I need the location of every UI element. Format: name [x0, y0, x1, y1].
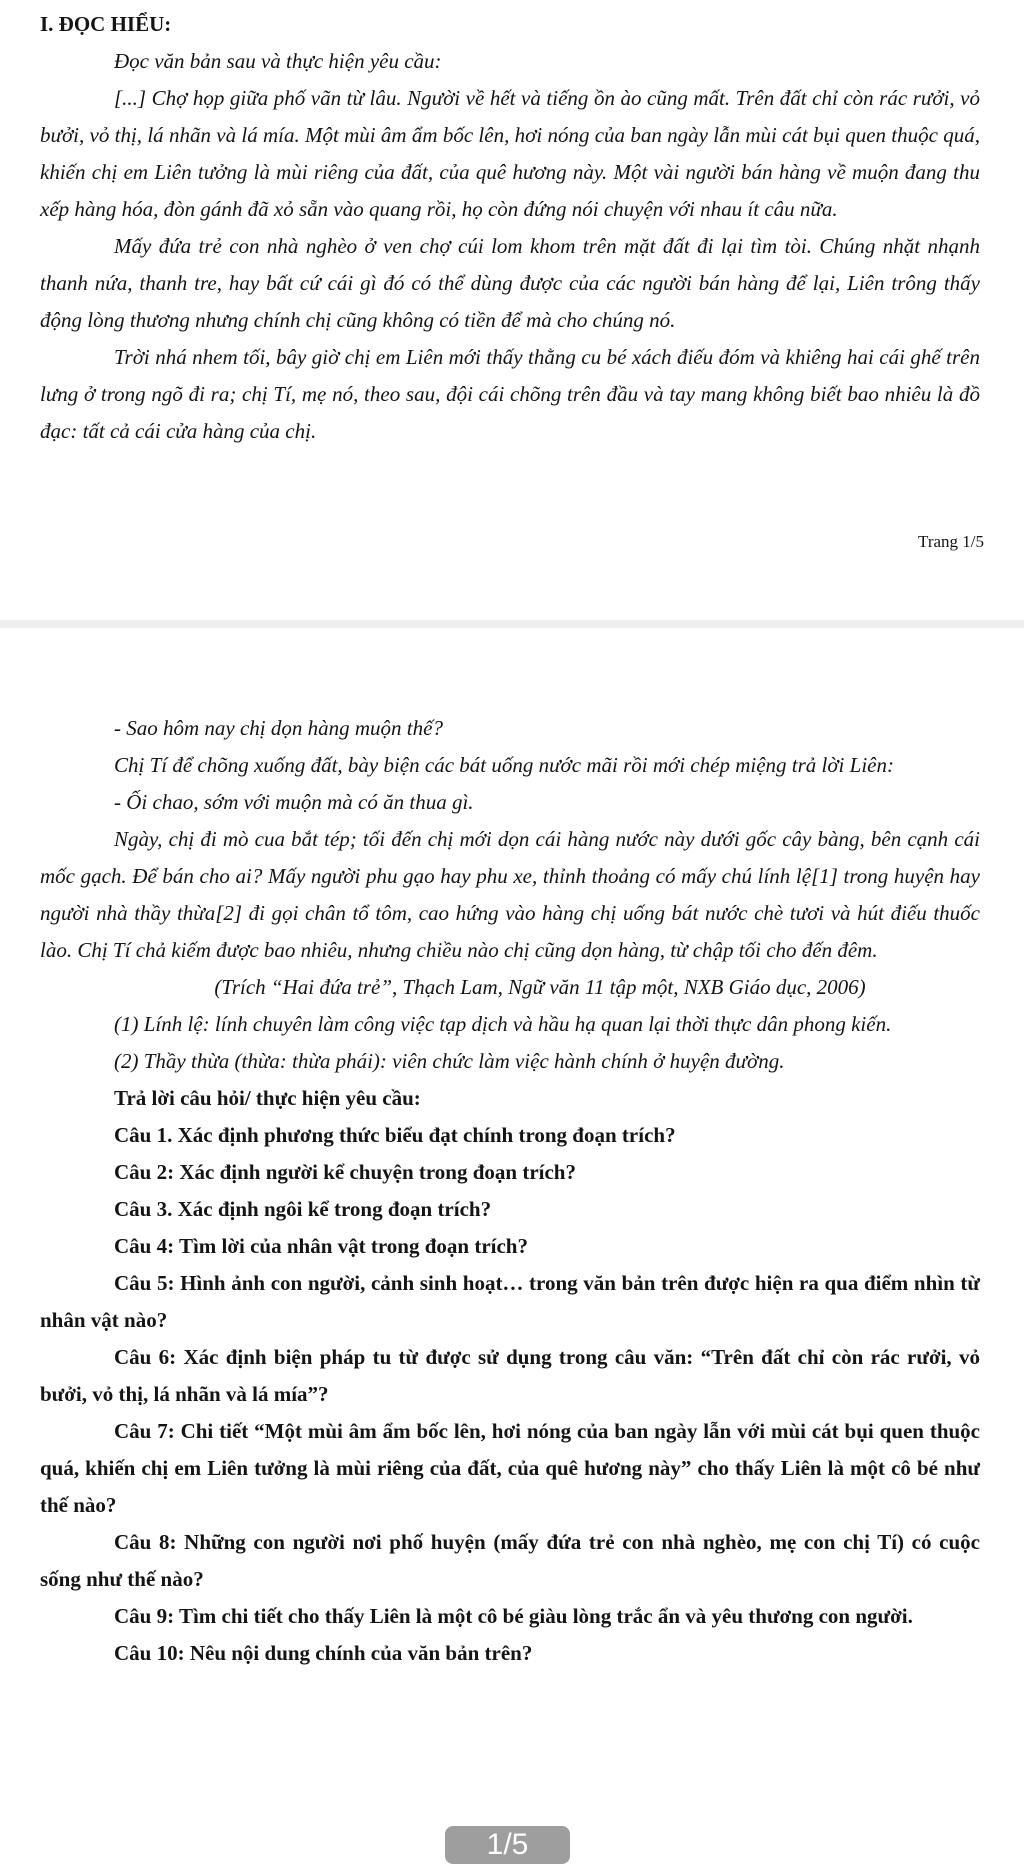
passage-paragraph-2: Mấy đứa trẻ con nhà nghèo ở ven chợ cúi lom khom trên mặt đất đi lại tìm tòi. Chúng nhặt nhạnh thanh nứa, thanh tre, hay bất cứ cái gì đó có thể dùng được của các người bán hàng để lại, Liên trông thấy động lòng thương nhưng chính chị cũng không có tiền để mà cho chúng nó.	[40, 234, 980, 332]
question-2: Câu 2: Xác định người kể chuyện trong đoạn trích?	[114, 1160, 576, 1184]
question-7: Câu 7: Chi tiết “Một mùi âm ẩm bốc lên, hơi nóng của ban ngày lẫn với mùi cát bụi quen thuộc quá, khiến chị em Liên tưởng là mùi riêng của đất, của quê hương này” cho thấy Liên là một cô bé như thế nào?	[40, 1419, 980, 1517]
passage-paragraph-5: Ngày, chị đi mò cua bắt tép; tối đến chị mới dọn cái hàng nước này dưới gốc cây bàng, bên cạnh cái mốc gạch. Để bán cho ai? Mấy người phu gạo hay phu xe, thỉnh thoảng có mấy chú lính lệ[1] trong huyện hay người nhà thầy thừa[2] đi gọi chân tổ tôm, cao hứng vào hàng chị uống bát nước chè tươi và hút điếu thuốc lào. Chị Tí chả kiếm được bao nhiêu, nhưng chiều nào chị cũng dọn hàng, từ chập tối cho đến đêm.	[40, 827, 980, 962]
question-6: Câu 6: Xác định biện pháp tu từ được sử dụng trong câu văn: “Trên đất chỉ còn rác rưởi, vỏ bưởi, vỏ thị, lá nhãn và lá mía”?	[40, 1345, 980, 1406]
reading-instruction: Đọc văn bản sau và thực hiện yêu cầu:	[114, 49, 442, 73]
footnote-1: (1) Lính lệ: lính chuyên làm công việc tạp dịch và hầu hạ quan lại thời thực dân phong kiến.	[114, 1012, 892, 1036]
passage-paragraph-4: Chị Tí để chõng xuống đất, bày biện các bát uống nước mãi rồi mới chép miệng trả lời Liên:	[114, 753, 894, 777]
question-10: Câu 10: Nêu nội dung chính của văn bản trên?	[114, 1641, 533, 1665]
document-page-1	[0, 0, 1024, 620]
question-4: Câu 4: Tìm lời của nhân vật trong đoạn trích?	[114, 1234, 528, 1258]
questions-heading: Trả lời câu hỏi/ thực hiện yêu cầu:	[114, 1086, 421, 1110]
passage-paragraph-3: Trời nhá nhem tối, bây giờ chị em Liên mới thấy thằng cu bé xách điếu đóm và khiêng hai cái ghế trên lưng ở trong ngõ đi ra; chị Tí, mẹ nó, theo sau, đội cái chõng trên đầu và tay mang không biết bao nhiêu là đồ đạc: tất cả cái cửa hàng của chị.	[40, 345, 980, 443]
source-citation: (Trích “Hai đứa trẻ”, Thạch Lam, Ngữ văn 11 tập một, NXB Giáo dục, 2006)	[214, 975, 866, 999]
question-8: Câu 8: Những con người nơi phố huyện (mấy đứa trẻ con nhà nghèo, mẹ con chị Tí) có cuộc sống như thế nào?	[40, 1530, 980, 1591]
dialogue-line-2: - Ối chao, sớm với muộn mà có ăn thua gì.	[114, 790, 474, 814]
question-5: Câu 5: Hình ảnh con người, cảnh sinh hoạt… trong văn bản trên được hiện ra qua điểm nhìn từ nhân vật nào?	[40, 1271, 980, 1332]
page-number: Trang 1/5	[918, 532, 984, 551]
dialogue-line-1: - Sao hôm nay chị dọn hàng muộn thế?	[114, 716, 443, 740]
question-9: Câu 9: Tìm chi tiết cho thấy Liên là một cô bé giàu lòng trắc ẩn và yêu thương con người.	[114, 1604, 913, 1628]
passage-paragraph-1: [...] Chợ họp giữa phố vãn từ lâu. Người về hết và tiếng ồn ào cũng mất. Trên đất chỉ còn rác rưởi, vỏ bưởi, vỏ thị, lá nhãn và lá mía. Một mùi âm ẩm bốc lên, hơi nóng của ban ngày lẫn mùi cát bụi quen thuộc quá, khiến chị em Liên tưởng là mùi riêng của đất, của quê hương này. Một vài người bán hàng về muộn đang thu xếp hàng hóa, đòn gánh đã xỏ sẵn vào quang rồi, họ còn đứng nói chuyện với nhau ít câu nữa.	[40, 86, 980, 221]
page-indicator-overlay: 1/5	[445, 1826, 570, 1864]
document-page-2	[0, 628, 1024, 1867]
page-separator	[0, 620, 1024, 628]
question-1: Câu 1. Xác định phương thức biểu đạt chính trong đoạn trích?	[114, 1123, 676, 1147]
question-3: Câu 3. Xác định ngôi kể trong đoạn trích?	[114, 1197, 492, 1221]
section-heading: I. ĐỌC HIỂU:	[40, 12, 172, 36]
footnote-2: (2) Thầy thừa (thừa: thừa phái): viên chức làm việc hành chính ở huyện đường.	[114, 1049, 785, 1073]
